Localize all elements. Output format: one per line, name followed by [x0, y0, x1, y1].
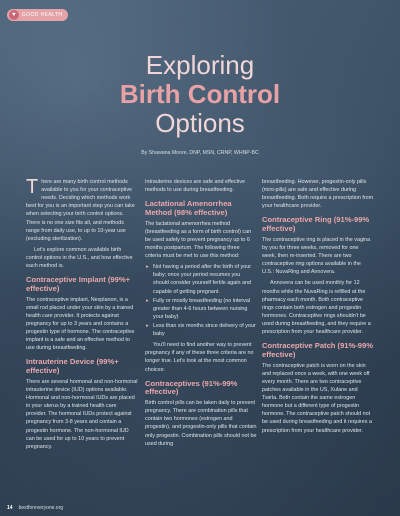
list-item: ▸ Less than six months since delivery of your baby	[153, 322, 257, 338]
iud-continued: Intrauterine devices are safe and effective methods to use during breastfeeding.	[145, 179, 245, 194]
heading-ring: Contraceptive Ring (91%-99% effective)	[262, 215, 370, 234]
title-line-3: Options	[155, 108, 245, 138]
heading-iud: Intrauterine Device (99%+ effective)	[26, 357, 119, 376]
ring-paragraph: The contraceptive ring is placed in the vagina by you for three weeks, removed for one week, then re-inserted. There are two contraceptive ring options available in the U.S.: NuvaRing and Annovera.	[262, 236, 371, 276]
heading-patch: Contraceptive Patch (91%-99% effective)	[262, 341, 373, 359]
column-3	[262, 178, 374, 438]
list-item: ▸ Fully or mostly breastfeeding (no interval greater than 4-6 hours between nursing your baby)	[153, 297, 257, 321]
intro-paragraph: There are many birth control methods available to you for your contraceptive needs. Deciding which methods work best for you is an important step you can take when selecting your birth control options. There is no one size fits all, and methods range from daily use, to up to 10-year use (excluding sterilization).	[26, 176, 135, 242]
criteria-after: You'll need to find another way to prevent pregnancy if any of these three criteria are no longer true. Let's look at the most common choices:	[145, 342, 254, 373]
criteria-list	[145, 263, 257, 338]
title-line-2: Birth Control	[119, 79, 281, 109]
page-footer	[7, 505, 63, 511]
site-link[interactable]: bestforeveryone.org	[18, 505, 64, 511]
pills-continued: breastfeeding. However, progestin-only pills (mini-pills) are safe and effective during breastfeeding. Both require a prescription from your healthcare provider.	[262, 179, 374, 210]
heading-pills: Contraceptives (91%-99% effective)	[145, 378, 238, 397]
heart-icon: ♥	[9, 10, 19, 20]
implant-paragraph: The contraceptive implant, Nexplanon, is a small rod placed under your skin by a trained health care provider. It protects against pregnancy for up to 3 years and contains a progestin type of hormone. The contraceptive implant is a safe and an effective method to use during breastfeeding.	[26, 296, 135, 352]
page-number: 14	[7, 505, 13, 511]
column-2	[145, 178, 257, 451]
section-tag	[7, 9, 68, 21]
drop-cap: T	[26, 176, 39, 198]
byline: By Shawana Moore, DNP, MSN, CRNP, WHNP-BC	[141, 150, 259, 156]
heading-lam: Lactational Amenorrhea Method (98% effective)	[145, 199, 232, 217]
intro-paragraph-2: Let's explore common available birth control options in the U.S., and how effective each method is.	[26, 246, 133, 270]
iud-paragraph: There are several hormonal and non-hormonal intrauterine device (IUD) options available. Hormonal and non-hormonal IUDs are placed in your uterus by a trained health care provider. The hormonal IUDs protect against pregnancy from 3-8 years and contain a progestin hormone. The non-hormonal IUD can be used for up to 10 years to prevent pregnancy.	[26, 378, 138, 450]
patch-paragraph: The contraceptive patch is worn on the skin and replaced once a week, with one week off every month. There are two contraceptive patches available in the US, Xulane and Twirla. Both contain the same estrogen hormone but a different type of progestin hormone. The contraceptive patch should not be used during breastfeeding and it requires a prescription from your healthcare provider.	[262, 362, 372, 434]
heading-implant: Contraceptive Implant (99%+ effective)	[26, 275, 131, 293]
pills-paragraph: Birth control pills can be taken daily to prevent pregnancy. There are combination pills that contain two hormones (estrogen and progestin), and progestin-only pills that contain only progestin. Combination pills should not be used during	[145, 400, 257, 447]
column-1	[26, 178, 138, 454]
title-line-1: Exploring	[145, 50, 255, 80]
list-item: ▸ Not having a period after the birth of your baby; once your period resumes you should consider yourself fertile again and capable of getting pregnant.	[153, 263, 257, 295]
section-tag-label: GOOD HEALTH	[22, 12, 63, 18]
lam-paragraph: The lactational amenorrhea method (breastfeeding as a form of birth control) can be used safely to prevent pregnancy up to 6 months postpartum. The following three criteria must be met to use this method:	[145, 220, 252, 260]
ring-paragraph-2: Annovera can be used monthly for 12 months while the NuvaRing is refilled at the pharmacy each month. Both contraceptive rings contain both estrogen and progestin hormones. Contraceptive rings shouldn't be used during breastfeeding, and they require a prescription from your healthcare provider.	[262, 280, 371, 336]
